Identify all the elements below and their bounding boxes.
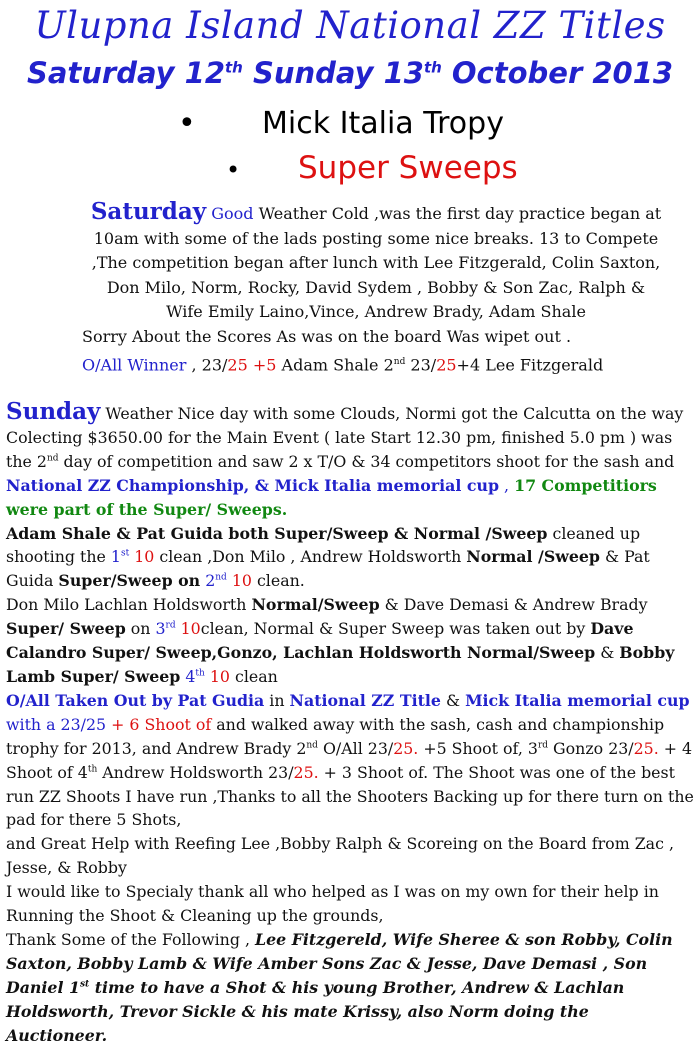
sunday-paragraph xyxy=(6,928,694,1048)
sunday-text: & Dave Demasi & Andrew Brady xyxy=(379,595,648,615)
round-number: 2 xyxy=(200,571,216,591)
date-sunday-suffix: th xyxy=(423,58,442,77)
sunday-text: & xyxy=(440,690,466,710)
sunday-text: clean xyxy=(229,666,278,686)
sunday-text: +5 Shoot of, 3 xyxy=(418,738,538,758)
sunday-text: Normal/Sweep xyxy=(251,595,380,615)
event-date xyxy=(0,56,700,90)
overall-winner: O/All Taken Out by Pat Gudia xyxy=(6,690,265,710)
sunday-text: Adam Shale & Pat Guida both Super/Sweep & Normal /Sweep xyxy=(6,523,548,543)
cup-name: Mick Italia memorial cup xyxy=(465,690,690,710)
sunday-text: Dave Calandro Super/ Sweep,Gonzo, Lachlan Holdsworth Normal/Sweep xyxy=(6,619,634,663)
winner-text: Adam Shale 2 xyxy=(276,354,394,374)
round-count: 10 xyxy=(129,547,155,567)
saturday-text: Weather Cold ,was the first day practice began at xyxy=(253,204,662,223)
saturday-good: Good xyxy=(206,204,254,223)
sunday-text: Thank Some of the Following , xyxy=(6,929,255,949)
date-saturday-suffix: th xyxy=(225,58,243,77)
round-count: 10 xyxy=(204,666,230,686)
score-total: 25 xyxy=(85,714,107,734)
sunday-text: + 3 Shoot of. The Shoot was one of the best run ZZ Shoots I have run ,Thanks to all the Shooters Backing up for there turn on the pad for there 5 Shots, xyxy=(6,762,694,830)
page-title: Ulupna Island National ZZ Titles xyxy=(34,4,666,47)
saturday-line: Wife Emily Laino,Vince, Andrew Brady, Adam Shale xyxy=(166,302,586,322)
ordinal-suffix: nd xyxy=(46,453,59,464)
sunday-section xyxy=(6,400,694,1047)
score-text: Gonzo 23/ xyxy=(548,738,634,758)
score-total: 25 xyxy=(227,354,248,374)
bullet-icon: • xyxy=(178,106,196,141)
sunday-paragraph xyxy=(6,689,694,832)
sunday-paragraph xyxy=(6,400,694,522)
score-text: Andrew Holdsworth 23/ xyxy=(97,762,294,782)
sunday-text: Super/ Sweep xyxy=(6,619,126,639)
round-count: 10 xyxy=(175,619,201,639)
saturday-line: Sorry About the Scores As was on the board Was wipet out . xyxy=(82,326,572,346)
ordinal-suffix: nd xyxy=(306,740,318,751)
thanks-list: Lee Fitzgereld, Wife Sheree & son Robby, Colin Saxton, Bobby Lamb & Wife Amber Sons Zac & Jesse, Dave Demasi , Son Daniel 1 xyxy=(6,929,673,997)
score-text: , 23/ xyxy=(186,354,228,374)
sunday-text: in xyxy=(264,690,290,710)
bullet-text: Mick Italia Tropy xyxy=(262,106,504,141)
sunday-paragraph: and Great Help with Reefing Lee ,Bobby Ralph & Scoreing on the Board from Zac , Jesse, & Robby xyxy=(6,834,674,878)
saturday-section xyxy=(70,200,682,377)
ordinal-suffix: st xyxy=(120,549,130,560)
saturday-line: 10am with some of the lads posting some nice breaks. 13 to Compete xyxy=(93,228,659,248)
sunday-text: and walked away with the sash, cash and championship trophy for 2013, and Andrew Brady 2 xyxy=(6,714,665,758)
round-number: 1 xyxy=(110,547,121,567)
sunday-text: & Pat Guida xyxy=(6,547,650,591)
saturday-line xyxy=(70,200,682,227)
sunday-text: + 4 Shoot of 4 xyxy=(6,738,693,782)
round-count: 10 xyxy=(226,571,252,591)
sunday-paragraph xyxy=(6,593,694,689)
winner-text: +4 Lee Fitzgerald xyxy=(456,354,604,374)
thanks-list: time to have a Shot & his young Brother, Andrew & Lachlan Holdsworth, Trevor Sickle & his mate Krissy, also Norm doing the Auctioneer. xyxy=(6,977,625,1045)
score-total: 25. xyxy=(633,738,659,758)
saturday-line: ,The competition began after lunch with Lee Fitzgerald, Colin Saxton, xyxy=(91,253,661,273)
bullet-icon: • xyxy=(226,156,241,184)
ordinal-suffix: th xyxy=(195,668,205,679)
round-number: 3 xyxy=(155,619,166,639)
ordinal-suffix: st xyxy=(79,979,90,990)
sunday-text: Don Milo Lachlan Holdsworth xyxy=(6,595,252,615)
saturday-winner-line xyxy=(70,350,682,378)
sunday-text: & xyxy=(595,643,620,663)
score-text: with a 23/ xyxy=(6,714,86,734)
sunday-text: day of competition and saw 2 x T/O & 34 competitors shoot for the sash and xyxy=(58,451,675,471)
sunday-paragraph: I would like to Specialy thank all who helped as I was on my own for their help in Running the Shoot & Cleaning up the grounds, xyxy=(6,882,659,926)
sunday-heading: Sunday xyxy=(6,398,101,425)
ordinal-suffix: rd xyxy=(537,740,549,751)
sunday-text: , xyxy=(499,475,515,495)
sunday-text: clean ,Don Milo , Andrew Holdsworth xyxy=(154,547,467,567)
shoot-off: + 6 Shoot of xyxy=(106,714,212,734)
winner-label: O/All Winner xyxy=(82,354,187,374)
saturday-heading: Saturday xyxy=(90,198,207,225)
score-text: O/All 23/ xyxy=(317,738,394,758)
round-number: 4 xyxy=(180,666,196,686)
sunday-text: clean, Normal & Super Sweep was taken out by xyxy=(200,619,591,639)
sunday-text: clean. xyxy=(251,571,305,591)
sunday-text: on xyxy=(125,619,156,639)
date-saturday: Saturday 12 xyxy=(26,56,225,90)
ordinal-suffix: th xyxy=(87,764,98,775)
date-sunday: Sunday 13 xyxy=(242,56,424,90)
score-text: 23/ xyxy=(405,354,437,374)
super-sweeps-count: 17 Competitiors were part of the Super/ Sweeps. xyxy=(6,475,657,519)
score-total: 25 xyxy=(436,354,457,374)
bullet-text: Super Sweeps xyxy=(298,150,518,186)
ordinal-suffix: nd xyxy=(393,356,406,367)
score-total: 25. xyxy=(393,738,419,758)
sunday-text: Super/Sweep on xyxy=(58,571,201,591)
score-total: 25. xyxy=(293,762,319,782)
title-name: National ZZ Title xyxy=(289,690,441,710)
saturday-line: Don Milo, Norm, Rocky, David Sydem , Bobby & Son Zac, Ralph & xyxy=(106,277,646,297)
sunday-text: cleaned up shooting the xyxy=(6,523,641,567)
date-month-year: October 2013 xyxy=(441,56,674,90)
championship-name: National ZZ Championship, & Mick Italia memorial cup xyxy=(6,475,499,495)
sunday-text: Weather Nice day with some Clouds, Normi got the Calcutta on the way Colecting $3650.00 for the Main Event ( late Start 12.30 pm, finished 5.0 pm ) was the 2 xyxy=(6,404,684,471)
sunday-text: Normal /Sweep xyxy=(466,547,600,567)
shoot-off: +5 xyxy=(247,354,277,374)
ordinal-suffix: rd xyxy=(165,620,176,631)
sunday-text: Bobby Lamb Super/ Sweep xyxy=(6,643,675,686)
sunday-paragraph xyxy=(6,522,694,594)
ordinal-suffix: nd xyxy=(215,573,227,584)
